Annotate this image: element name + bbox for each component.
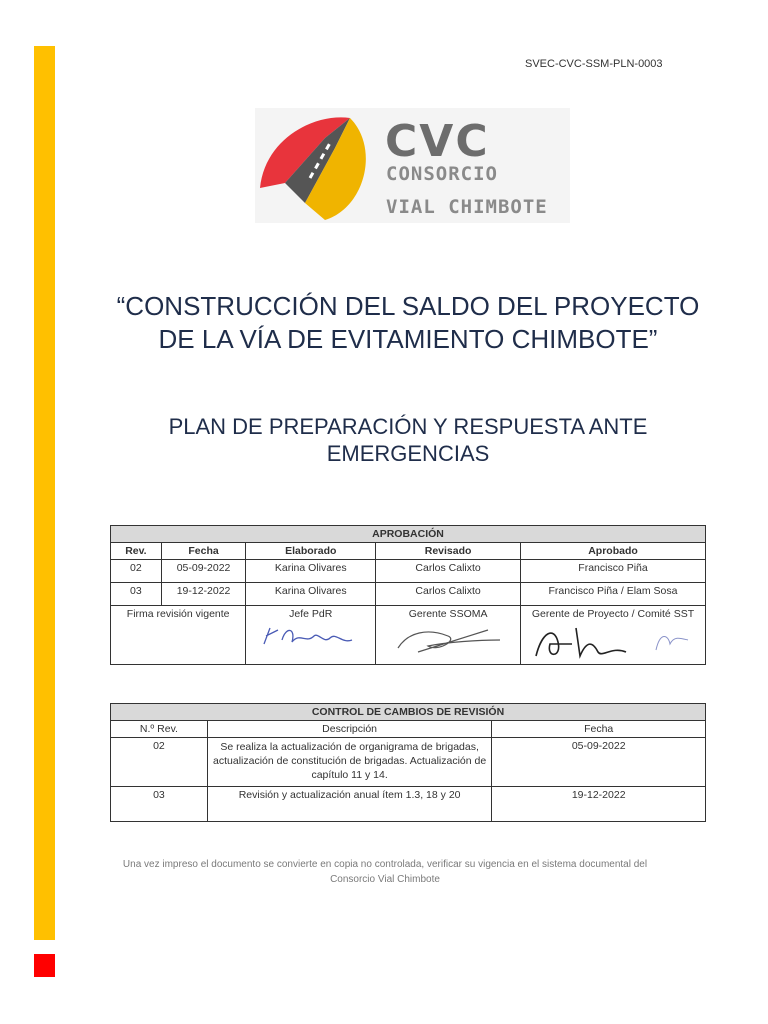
col-aprobado: Aprobado <box>521 543 706 560</box>
side-accent-bar <box>34 46 55 940</box>
logo-text-consorcio: CONSORCIO <box>386 163 498 185</box>
table-row <box>111 738 706 787</box>
table-row <box>111 583 706 606</box>
logo-text-cvc: CVC <box>385 116 490 167</box>
cell: 05-09-2022 <box>492 738 706 787</box>
approval-header: APROBACIÓN <box>111 526 706 543</box>
cell: Se realiza la actualización de organigrama de brigadas, actualización de constitución de brigadas. Actualización de capítulo 11 y 14. <box>207 738 492 787</box>
signature-label: Firma revisión vigente <box>111 606 246 665</box>
signature-revisado-role: Gerente SSOMA <box>408 608 488 620</box>
cell: Francisco Piña / Elam Sosa <box>521 583 706 606</box>
cell: Karina Olivares <box>246 583 376 606</box>
cell: Carlos Calixto <box>376 560 521 583</box>
signature-aprobado-icon <box>528 622 698 662</box>
table-row <box>111 560 706 583</box>
signature-aprobado-cell <box>521 606 706 665</box>
col-elaborado: Elaborado <box>246 543 376 560</box>
cell: 02 <box>111 560 162 583</box>
cell: Revisión y actualización anual ítem 1.3, 18 y 20 <box>207 787 492 822</box>
document-code: SVEC-CVC-SSM-PLN-0003 <box>525 58 663 70</box>
signature-elaborado-role: Jefe PdR <box>289 608 333 620</box>
side-accent-square <box>34 954 55 977</box>
logo-text-vial-chimbote: VIAL CHIMBOTE <box>386 196 548 218</box>
cell: 05-09-2022 <box>161 560 246 583</box>
col-rev: Rev. <box>111 543 162 560</box>
signature-revisado-icon <box>388 622 508 656</box>
document-title: “CONSTRUCCIÓN DEL SALDO DEL PROYECTO DE LA VÍA DE EVITAMIENTO CHIMBOTE” <box>116 291 700 354</box>
cell: Francisco Piña <box>521 560 706 583</box>
cell: 19-12-2022 <box>161 583 246 606</box>
approval-table <box>110 525 706 665</box>
changes-table <box>110 703 706 822</box>
changes-header: CONTROL DE CAMBIOS DE REVISIÓN <box>111 704 706 721</box>
cell: Karina Olivares <box>246 560 376 583</box>
table-row <box>111 787 706 822</box>
cell: 03 <box>111 583 162 606</box>
col-fecha: Fecha <box>492 721 706 738</box>
signature-elaborado-icon <box>256 622 366 652</box>
cell: Carlos Calixto <box>376 583 521 606</box>
col-revisado: Revisado <box>376 543 521 560</box>
signature-aprobado-role: Gerente de Proyecto / Comité SST <box>531 608 695 620</box>
cell: 19-12-2022 <box>492 787 706 822</box>
signature-revisado-cell <box>376 606 521 665</box>
signature-elaborado-cell <box>246 606 376 665</box>
cell: 02 <box>111 738 208 787</box>
cell: 03 <box>111 787 208 822</box>
col-descripcion: Descripción <box>207 721 492 738</box>
col-fecha: Fecha <box>161 543 246 560</box>
col-nro-rev: N.º Rev. <box>111 721 208 738</box>
footer-note: Una vez impreso el documento se convierte en copia no controlada, verificar su vigencia en el sistema documental del Consorcio Vial Chimbote <box>122 859 648 885</box>
document-subtitle: PLAN DE PREPARACIÓN Y RESPUESTA ANTE EMERGENCIAS <box>168 414 648 466</box>
signature-row <box>111 606 706 665</box>
